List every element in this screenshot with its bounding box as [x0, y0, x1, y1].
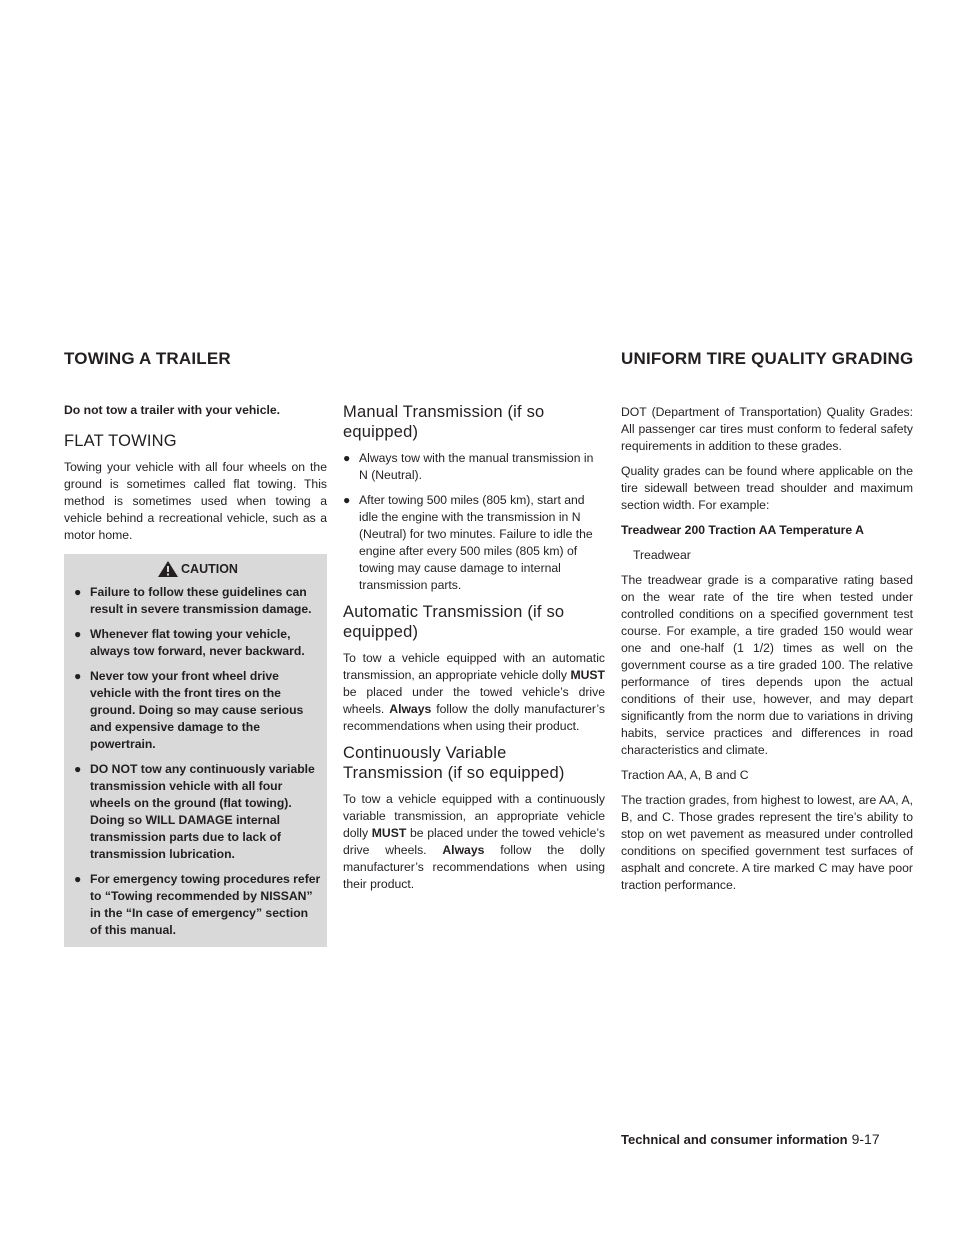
list-item: ● Failure to follow these guidelines can result in severe transmission damage. [74, 585, 312, 616]
dot-quality-grades: DOT (Department of Transportation) Quality Grades: All passenger car tires must conform to federal safety requirements in addition to these grades. [621, 405, 913, 453]
list-item: ● After towing 500 miles (805 km), start and idle the engine with the transmission in N (Neutral) for two minutes. Failure to idle the engine after every 500 miles (805 km) of towing may cause damage to internal transmission parts. [343, 493, 593, 592]
flat-towing-title: FLAT TOWING [64, 432, 177, 450]
treadwear-label: Treadwear [633, 548, 691, 562]
caution-label: CAUTION [181, 561, 238, 576]
caution-heading [74, 560, 321, 578]
bullet-icon: ● [74, 627, 82, 641]
caution-box [64, 554, 327, 947]
list-item: ● Whenever flat towing your vehicle, always tow forward, never backward. [74, 627, 305, 658]
list-item: ● For emergency towing procedures refer to “Towing recommended by NISSAN” in the “In case of emergency” section of this manual. [74, 872, 321, 937]
list-item: ● Never tow your front wheel drive vehicle with the front tires on the ground. Doing so may cause serious and expensive damage to the powertrain. [74, 669, 304, 751]
section-header-tire-grading: UNIFORM TIRE QUALITY GRADING [621, 349, 914, 368]
bullet-icon: ● [74, 762, 82, 776]
page-number: 9-17 [851, 1131, 880, 1147]
traction-label: Traction AA, A, B and C [621, 768, 749, 782]
grade-example: Treadwear 200 Traction AA Temperature A [621, 523, 864, 537]
page-footer [621, 1131, 880, 1147]
bullet-icon: ● [74, 872, 82, 886]
cvt-title: Continuously Variable Transmission (if so equipped) [343, 744, 565, 782]
bullet-icon: ● [343, 493, 351, 507]
automatic-transmission-body: To tow a vehicle equipped with an automatic transmission, an appropriate vehicle dolly MUST be placed under the towed vehicle’s drive wheels. Always follow the dolly manufacturer’s recommendations when using their product. [343, 651, 606, 733]
automatic-transmission-title: Automatic Transmission (if so equipped) [343, 603, 565, 641]
bullet-icon: ● [74, 585, 82, 599]
list-item: ● Always tow with the manual transmission in N (Neutral). [343, 451, 594, 482]
quality-grades-location: Quality grades can be found where applicable on the tire sidewall between tread shoulder and maximum section width. For example: [621, 464, 913, 512]
column-transmission [343, 402, 605, 901]
column-towing [64, 402, 327, 947]
treadwear-body: The treadwear grade is a comparative rating based on the wear rate of the tire when tested under controlled conditions on a specified government test course. For example, a tire graded 150 would wear one and one-half (1 1/2) times as well on the government course as a tire graded 100. The relative performance of tires depends upon the actual conditions of their use, however, and may depart significantly from the norm due to variations in driving habits, service practices and differences in road characteristics and climate. [621, 573, 913, 757]
section-header-towing: TOWING A TRAILER [64, 349, 231, 368]
cvt-body: To tow a vehicle equipped with a continuously variable transmission, an appropriate vehicle dolly MUST be placed under the towed vehicle’s drive wheels. Always follow the dolly manufacturer’s recommendations when using their product. [343, 792, 606, 891]
manual-transmission-list [343, 450, 605, 594]
bullet-icon: ● [343, 451, 351, 465]
flat-towing-body: Towing your vehicle with all four wheels on the ground is sometimes called flat towing. This method is sometimes used when towing a vehicle behind a recreational vehicle, such as a motor home. [64, 460, 327, 542]
traction-body: The traction grades, from highest to lowest, are AA, A, B, and C. Those grades represent the tire’s ability to stop on wet pavement as measured under controlled conditions on specified government test surfaces of asphalt and concrete. A tire marked C may have poor traction performance. [621, 793, 913, 892]
column-tire-grading [621, 404, 913, 902]
caution-list [74, 584, 321, 939]
footer-section-name: Technical and consumer information [621, 1132, 848, 1147]
bullet-icon: ● [74, 669, 82, 683]
list-item: ● DO NOT tow any continuously variable transmission vehicle with all four wheels on the ground (flat towing). Doing so WILL DAMAGE internal transmission parts due to lack of transmission lubrication. [74, 762, 315, 861]
lead-warning: Do not tow a trailer with your vehicle. [64, 403, 281, 417]
warning-triangle-icon [157, 560, 179, 578]
manual-transmission-title: Manual Transmission (if so equipped) [343, 403, 545, 441]
